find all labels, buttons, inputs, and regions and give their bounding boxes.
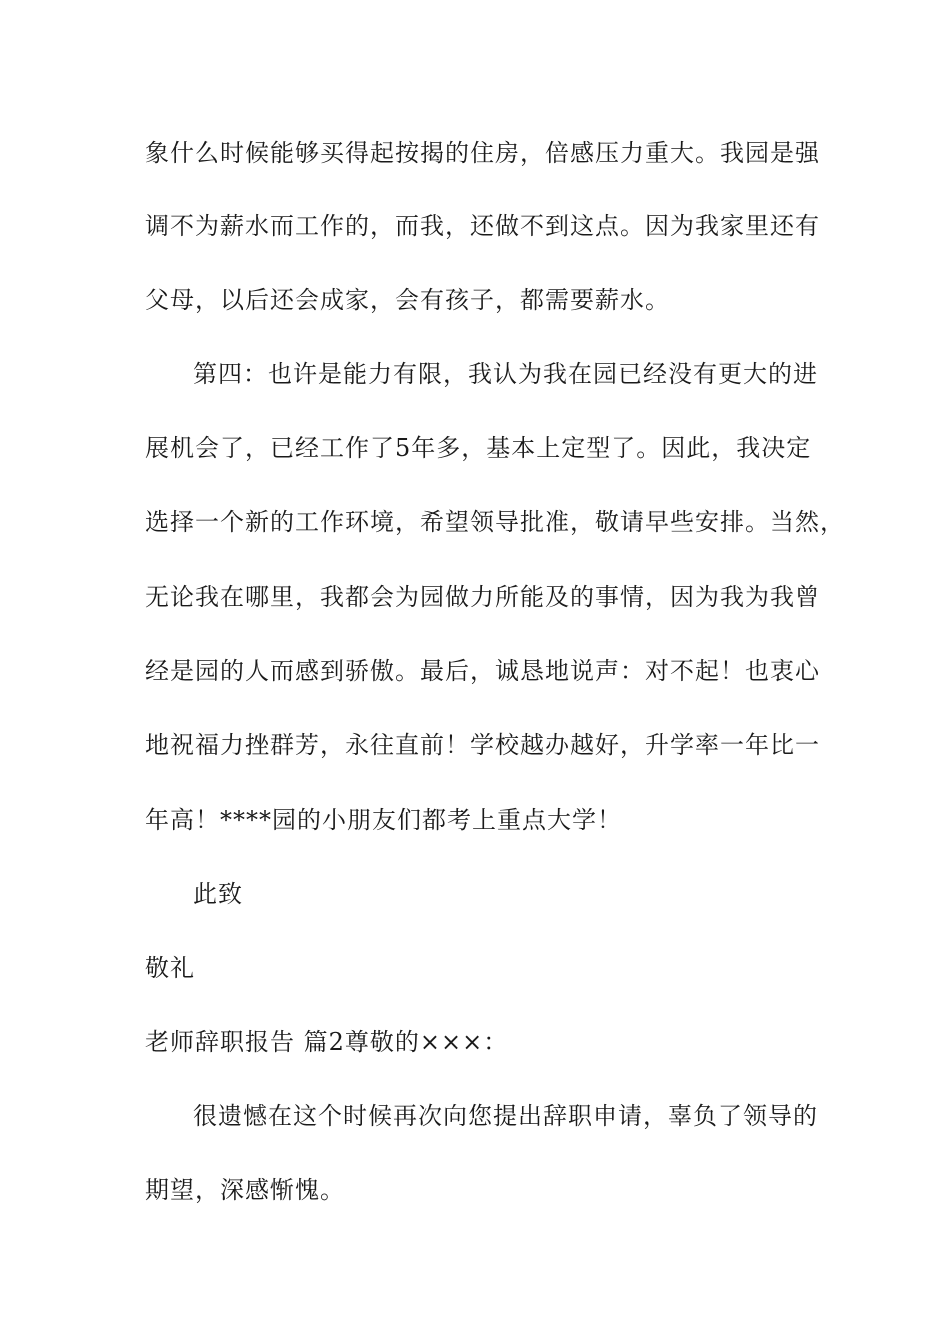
text-line: 象什么时候能够买得起按揭的住房，倍感压力重大。我园是强: [145, 139, 820, 167]
text-line: 经是园的人而感到骄傲。最后，诚恳地说声：对不起！也衷心: [145, 657, 820, 685]
text-line: 调不为薪水而工作的，而我，还做不到这点。因为我家里还有: [145, 212, 820, 240]
section-heading: 老师辞职报告 篇2尊敬的×××：: [145, 1028, 509, 1056]
text-line: 无论我在哪里，我都会为园做力所能及的事情，因为我为我曾: [145, 583, 820, 611]
text-line: 展机会了，已经工作了5年多，基本上定型了。因此，我决定: [145, 434, 812, 462]
closing-salutation: 此致: [193, 880, 243, 908]
text-line: 期望，深感惭愧。: [145, 1176, 345, 1204]
text-line: 地祝福力挫群芳，永往直前！学校越办越好，升学率一年比一: [145, 731, 820, 759]
text-line: 父母，以后还会成家，会有孩子，都需要薪水。: [145, 286, 670, 314]
closing-regards: 敬礼: [145, 954, 195, 982]
paragraph-first-line: 很遗憾在这个时候再次向您提出辞职申请，辜负了领导的: [193, 1102, 818, 1130]
paragraph-first-line: 第四：也许是能力有限，我认为我在园已经没有更大的进: [193, 360, 818, 388]
text-line: 选择一个新的工作环境，希望领导批准，敬请早些安排。当然，: [145, 508, 845, 536]
text-line: 年高！****园的小朋友们都考上重点大学！: [145, 806, 622, 834]
